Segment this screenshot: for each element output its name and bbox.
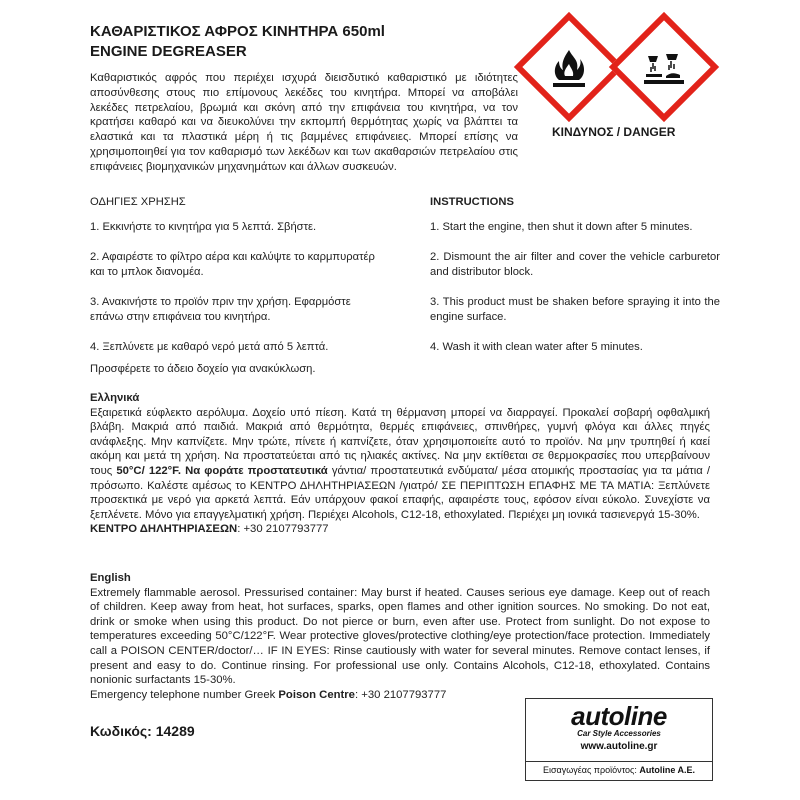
importer-line: Εισαγωγέας προϊόντος: Autoline A.E. (525, 760, 713, 781)
product-code: Κωδικός: 14289 (90, 723, 195, 739)
instructions-english (430, 195, 720, 370)
product-title-english: ENGINE DEGREASER (90, 43, 247, 60)
hazard-pictograms (520, 20, 726, 120)
danger-label: ΚΙΝΔΥΝΟΣ / DANGER (552, 125, 676, 139)
product-title-greek: ΚΑΘΑΡΙΣΤΙΚΟΣ ΑΦΡΟΣ ΚΙΝΗΤΗΡΑ 650ml (90, 23, 385, 40)
instruction-step-el-4: 4. Ξεπλύνετε με καθαρό νερό μετά από 5 λεπτά. (90, 341, 329, 353)
autoline-logo: autoline (571, 701, 667, 731)
instruction-step-el-3: 3. Ανακινήστε το προϊόν πριν την χρήση. Εφαρμόστε επάνω στην επιφάνεια του κινητήρα. (90, 296, 351, 323)
instruction-step-en-4: 4. Wash it with clean water after 5 minutes. (430, 341, 643, 353)
instructions-english-heading: INSTRUCTIONS (430, 196, 514, 208)
safety-section-greek (90, 391, 710, 537)
recycle-note: Προσφέρετε το άδειο δοχείο για ανακύκλωση. (90, 363, 316, 375)
flame-icon (541, 42, 597, 98)
instructions-greek-heading: ΟΔΗΓΙΕΣ ΧΡΗΣΗΣ (90, 196, 186, 208)
instructions-greek (90, 195, 380, 370)
safety-section-english (90, 571, 710, 702)
brand-box (525, 698, 713, 762)
brand-tagline: Car Style Accessories (577, 729, 661, 738)
safety-english-text: Extremely flammable aerosol. Pressurised container: May burst if heated. Causes serious eye damage. Keep out of reach of children. Keep away from heat, hot surfaces, sparks, open flames and other ignition sources. No smoking. Do not eat, drink or smoke when using this product. Do not pierce or burn, even after use. Protect from sunlight. Do not expose to temperatures exceeding 50°C/122°F. Wear protective gloves/protective clothing/eye protection/face protection. Immediately call a POISON CENTER/doctor/… IF IN EYES: Rinse cautiously with water for several minutes. Remove contact lenses, if present and easy to do. Continue rinsing. For professional use only. Contains Alcohols, C12-18, ethoxylated. Contains nonionic surfactants 15-30%. (90, 586, 710, 687)
emergency-phone-english: Emergency telephone number Greek Poison Centre: +30 2107793777 (90, 688, 447, 701)
product-description: Καθαριστικός αφρός που περιέχει ισχυρά διεισδυτικό καθαριστικό με ιδιότητες αποσύνθεσης στους πιο επίμονους λεκέδες του κινητήρα. Μπορεί να αποβάλει λεκέδες πετρελαίου, βρωμιά και σκόνη από την επιφάνεια του κινητήρα, να τον κρατήσει καθαρό και να διευκολύνει την εκπομπή θερμότητας χωρίς να βλάπτει τα ελαστικά και τα πλαστικά μέρη ή τις βαμμένες επιφάνειες. Μπορεί επίσης να χρησιμοποιηθεί για τον καθαρισμό των λεκέδων και των ακαθαρσιών πετρελαίου στις επιφάνειες βιομηχανικών μηχανημάτων και άλλων συσκευών. (90, 72, 518, 173)
safety-greek-heading: Ελληνικά (90, 392, 140, 404)
instruction-step-en-2: 2. Dismount the air filter and cover the vehicle carburetor and distributor block. (430, 251, 720, 278)
poison-centre-greek: ΚΕΝΤΡΟ ΔΗΛΗΤΗΡΙΑΣΕΩΝ: +30 2107793777 (90, 523, 329, 536)
instruction-step-el-2: 2. Αφαιρέστε το φίλτρο αέρα και καλύψτε το καρμπυρατέρ και το μπλοκ διανομέα. (90, 251, 375, 278)
instruction-step-en-1: 1. Start the engine, then shut it down after 5 minutes. (430, 221, 693, 233)
safety-greek-text: Εξαιρετικά εύφλεκτο αερόλυμα. Δοχείο υπό πίεση. Κατά τη θέρμανση μπορεί να διαρραγεί. Προκαλεί σοβαρή οφθαλμική βλάβη. Μακριά από παιδιά. Μακριά από θερμότητα, θερμές επιφάνειες, σπινθήρες, γυμνή φλόγα και άλλες πηγές ανάφλεξης. Μην καπνίζετε. Μην τρώτε, πίνετε ή καπνίζετε, όταν χρησιμοποιείτε αυτό το προϊόν. Να μην τρυπηθεί ή καεί ακόμη και μετά τη χρήση. Να προστατεύεται από τις ηλιακές ακτίνες. Να μην εκτίθεται σε θερμοκρασίες που υπερβαίνουν τους 50°C/ 122°F. Να φοράτε προστατευτικά γάντια/ προστατευτικά ενδύματα/ μέσα ατομικής προστασίας για τα μάτια / πρόσωπο. Καλέστε αμέσως το ΚΕΝΤΡΟ ΔΗΛΗΤΗΡΙΑΣΕΩΝ /γιατρό/ ΣΕ ΠΕΡΙΠΤΩΣΗ ΕΠΑΦΗΣ ΜΕ ΤΑ ΜΑΤΙΑ: Ξεπλύνετε προσεκτικά με νερό για αρκετά λεπτά. Εάν υπάρχουν φακοί επαφής, αφαιρέστε τους, εφόσον είναι εύκολο. Συνεχίστε να ξεπλένετε. Μόνο για επαγγελματική χρήση. Περιέχει Alcohols, C12-18, ethoxylated. Περιέχει μη ιονικά τασιενεργά 15-30%. (90, 406, 710, 521)
corrosion-icon (636, 42, 692, 98)
safety-english-heading: English (90, 572, 131, 584)
brand-url: www.autoline.gr (580, 741, 658, 752)
instruction-step-en-3: 3. This product must be shaken before spraying it into the engine surface. (430, 296, 720, 323)
instruction-step-el-1: 1. Εκκινήστε το κινητήρα για 5 λεπτά. Σβήστε. (90, 221, 317, 233)
